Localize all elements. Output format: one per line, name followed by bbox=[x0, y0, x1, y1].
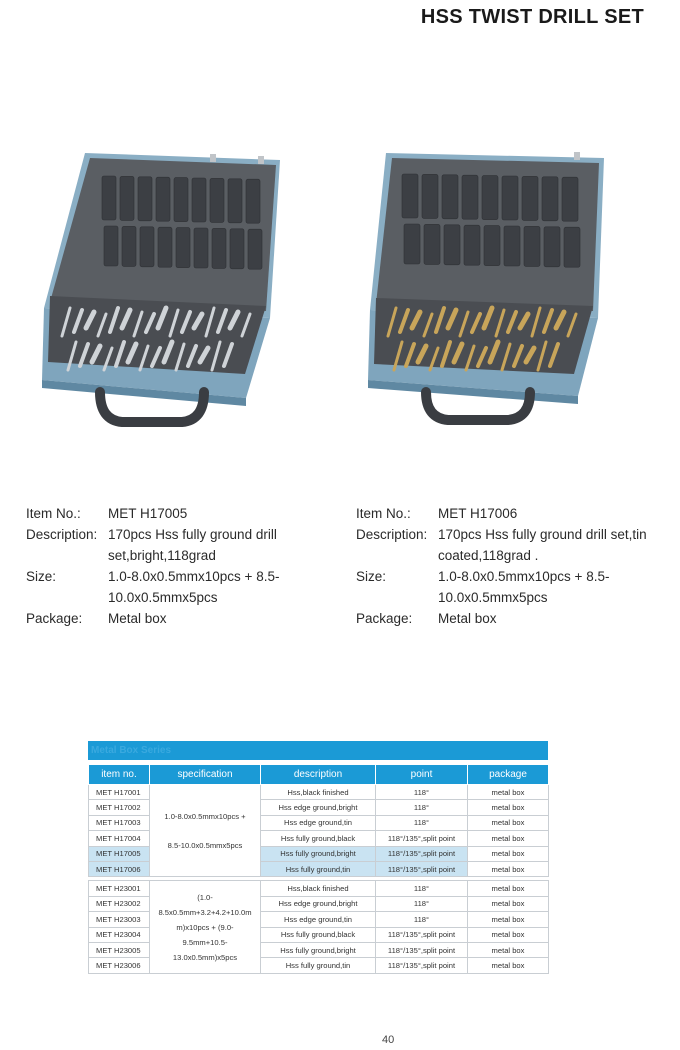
point-cell: 118° bbox=[376, 785, 468, 800]
package-cell: metal box bbox=[468, 896, 549, 911]
point-cell: 118°/135°,split point bbox=[376, 846, 468, 861]
drill-set-photo-bright bbox=[40, 148, 285, 433]
item-cell: MET H17005 bbox=[89, 846, 150, 861]
header-description: description bbox=[261, 765, 376, 785]
storage-slot bbox=[404, 224, 420, 264]
point-cell: 118° bbox=[376, 896, 468, 911]
package-cell: metal box bbox=[468, 846, 549, 861]
spec-line: 1.0-8.0x0.5mmx10pcs + bbox=[164, 811, 246, 821]
package-cell: metal box bbox=[468, 942, 549, 957]
header-item-no: item no. bbox=[89, 765, 150, 785]
spec-line: m)x10pcs + (9.0- bbox=[176, 922, 234, 932]
storage-slot bbox=[176, 228, 190, 268]
size-label: Size: bbox=[26, 569, 57, 584]
header-specification: specification bbox=[150, 765, 261, 785]
description-line-2: set,bright,118grad bbox=[108, 548, 216, 563]
storage-slot bbox=[122, 226, 136, 266]
desc-cell: Hss edge ground,bright bbox=[261, 800, 376, 815]
package-label: Package: bbox=[356, 611, 413, 626]
storage-slot bbox=[158, 227, 172, 267]
item-label: Item No.: bbox=[26, 506, 81, 521]
spec-cell-group-2 bbox=[150, 881, 261, 973]
point-cell: 118° bbox=[376, 912, 468, 927]
description-line-1: 170pcs Hss fully ground drill set,tin bbox=[438, 527, 647, 542]
package-cell: metal box bbox=[468, 785, 549, 800]
desc-cell: Hss edge ground,bright bbox=[261, 896, 376, 911]
spec-line: (1.0- bbox=[197, 892, 213, 902]
storage-slot bbox=[120, 176, 134, 220]
item-cell: MET H17002 bbox=[89, 800, 150, 815]
storage-slot bbox=[140, 227, 154, 267]
description-label: Description: bbox=[26, 527, 98, 542]
item-label: Item No.: bbox=[356, 506, 411, 521]
package-cell: metal box bbox=[468, 815, 549, 830]
storage-slot bbox=[192, 178, 206, 222]
storage-slot bbox=[482, 176, 498, 220]
page-title: HSS TWIST DRILL SET bbox=[420, 6, 644, 28]
spec-cell-group-1 bbox=[150, 785, 261, 877]
storage-slot bbox=[210, 178, 224, 222]
item-cell: MET H23005 bbox=[89, 942, 150, 957]
storage-slot bbox=[562, 177, 578, 221]
description-line-2: coated,118grad . bbox=[438, 548, 539, 563]
package-cell: metal box bbox=[468, 831, 549, 846]
storage-slot bbox=[424, 224, 440, 264]
desc-cell: Hss fully ground,bright bbox=[261, 942, 376, 957]
package-cell: metal box bbox=[468, 958, 549, 973]
storage-slot bbox=[248, 229, 262, 269]
spec-line: 9.5mm+10.5- bbox=[182, 937, 228, 947]
size-line-1: 1.0-8.0x0.5mmx10pcs + 8.5- bbox=[108, 569, 280, 584]
storage-slot bbox=[102, 176, 116, 220]
point-cell: 118°/135°,split point bbox=[376, 958, 468, 973]
item-cell: MET H23003 bbox=[89, 912, 150, 927]
storage-slot bbox=[156, 177, 170, 221]
storage-slot bbox=[246, 179, 260, 223]
storage-slot bbox=[544, 227, 560, 267]
desc-cell: Hss,black finished bbox=[261, 785, 376, 800]
storage-slot bbox=[542, 177, 558, 221]
item-cell: MET H17001 bbox=[89, 785, 150, 800]
storage-slot bbox=[522, 176, 538, 220]
point-cell: 118°/135°,split point bbox=[376, 831, 468, 846]
storage-slot bbox=[464, 225, 480, 265]
point-cell: 118° bbox=[376, 800, 468, 815]
table-row bbox=[89, 881, 549, 896]
storage-slot bbox=[228, 179, 242, 223]
desc-cell: Hss fully ground,black bbox=[261, 831, 376, 846]
item-number: MET H17005 bbox=[108, 506, 188, 521]
storage-slot bbox=[484, 226, 500, 266]
item-cell: MET H23004 bbox=[89, 927, 150, 942]
product-spec-h17006 bbox=[356, 503, 676, 629]
package-value: Metal box bbox=[108, 611, 167, 626]
size-line-2: 10.0x0.5mmx5pcs bbox=[438, 590, 548, 605]
storage-slot bbox=[212, 228, 226, 268]
storage-slot bbox=[564, 227, 580, 267]
description-line-1: 170pcs Hss fully ground drill bbox=[108, 527, 277, 542]
spec-table bbox=[88, 764, 549, 974]
package-label: Package: bbox=[26, 611, 83, 626]
item-cell: MET H23006 bbox=[89, 958, 150, 973]
item-number: MET H17006 bbox=[438, 506, 518, 521]
item-cell: MET H17006 bbox=[89, 861, 150, 876]
package-cell: metal box bbox=[468, 861, 549, 876]
spec-line: 8.5x0.5mm+3.2+4.2+10.0m bbox=[158, 907, 252, 917]
desc-cell: Hss edge ground,tin bbox=[261, 912, 376, 927]
desc-cell: Hss fully ground,tin bbox=[261, 861, 376, 876]
storage-slot bbox=[104, 226, 118, 266]
storage-slot bbox=[502, 176, 518, 220]
size-line-2: 10.0x0.5mmx5pcs bbox=[108, 590, 218, 605]
item-cell: MET H17003 bbox=[89, 815, 150, 830]
storage-slot bbox=[194, 228, 208, 268]
storage-slot bbox=[442, 175, 458, 219]
storage-slot bbox=[230, 229, 244, 269]
storage-slot bbox=[524, 226, 540, 266]
package-cell: metal box bbox=[468, 800, 549, 815]
desc-cell: Hss fully ground,bright bbox=[261, 846, 376, 861]
item-cell: MET H23002 bbox=[89, 896, 150, 911]
package-cell: metal box bbox=[468, 927, 549, 942]
storage-slot bbox=[174, 178, 188, 222]
page-number: 40 bbox=[382, 1034, 395, 1046]
point-cell: 118° bbox=[376, 815, 468, 830]
desc-cell: Hss fully ground,black bbox=[261, 927, 376, 942]
storage-slot bbox=[402, 174, 418, 218]
spec-line: 13.0x0.5mm)x5pcs bbox=[172, 952, 238, 962]
item-cell: MET H17004 bbox=[89, 831, 150, 846]
package-cell: metal box bbox=[468, 912, 549, 927]
desc-cell: Hss,black finished bbox=[261, 881, 376, 896]
product-spec-h17005 bbox=[26, 503, 346, 629]
desc-cell: Hss fully ground,tin bbox=[261, 958, 376, 973]
item-cell: MET H23001 bbox=[89, 881, 150, 896]
header-package: package bbox=[468, 765, 549, 785]
storage-slot bbox=[462, 175, 478, 219]
metal-box-series-table bbox=[88, 741, 548, 974]
table-row bbox=[89, 785, 549, 800]
package-value: Metal box bbox=[438, 611, 497, 626]
storage-slot bbox=[504, 226, 520, 266]
drill-set-photo-tin bbox=[366, 148, 611, 433]
point-cell: 118°/135°,split point bbox=[376, 861, 468, 876]
description-label: Description: bbox=[356, 527, 428, 542]
package-cell: metal box bbox=[468, 881, 549, 896]
point-cell: 118° bbox=[376, 881, 468, 896]
desc-cell: Hss edge ground,tin bbox=[261, 815, 376, 830]
size-line-1: 1.0-8.0x0.5mmx10pcs + 8.5- bbox=[438, 569, 610, 584]
header-point: point bbox=[376, 765, 468, 785]
storage-slot bbox=[422, 174, 438, 218]
size-label: Size: bbox=[356, 569, 387, 584]
storage-slot bbox=[444, 225, 460, 265]
point-cell: 118°/135°,split point bbox=[376, 927, 468, 942]
table-title: Metal Box Series bbox=[88, 741, 548, 760]
storage-slot bbox=[138, 177, 152, 221]
spec-line: 8.5-10.0x0.5mmx5pcs bbox=[167, 840, 243, 850]
point-cell: 118°/135°,split point bbox=[376, 942, 468, 957]
